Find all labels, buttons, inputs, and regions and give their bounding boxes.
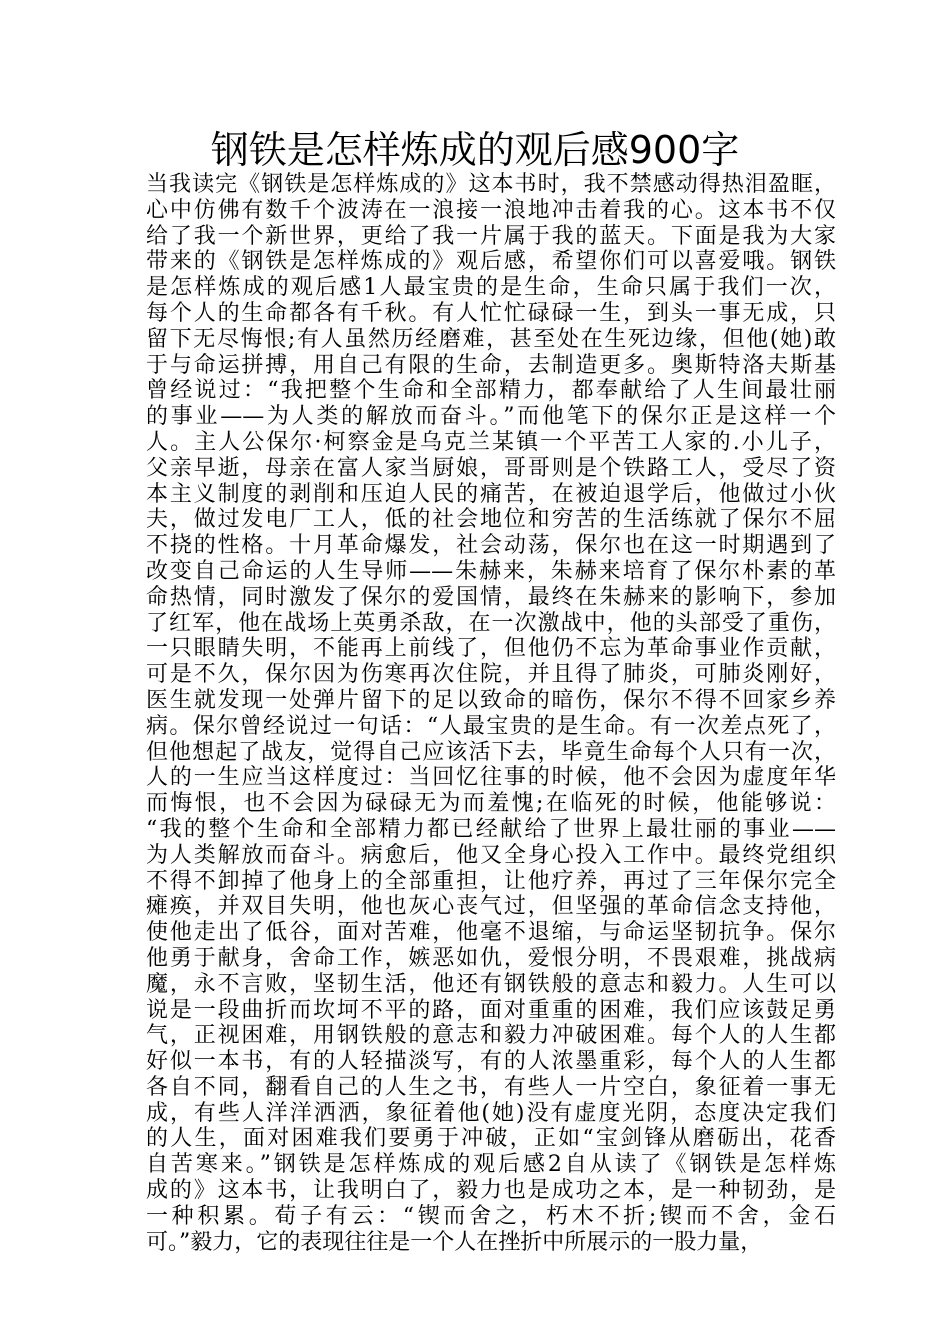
body-text-line: 自苦寒来。”钢铁是怎样炼成的观后感2自从读了《钢铁是怎样炼	[146, 1152, 836, 1178]
document-title: 钢铁是怎样炼成的观后感900字	[210, 128, 740, 172]
body-text-line: 于与命运拼搏，用自己有限的生命，去制造更多。奥斯特洛夫斯基	[146, 352, 836, 378]
body-text-line: 病。保尔曾经说过一句话：“人最宝贵的是生命。有一次差点死了，	[146, 713, 836, 739]
body-text-line: 说是一段曲折而坎坷不平的路，面对重重的困难，我们应该鼓足勇	[146, 997, 836, 1023]
body-text-line: 当我读完《钢铁是怎样炼成的》这本书时，我不禁感动得热泪盈眶，	[146, 172, 836, 197]
body-text-line: 而悔恨，也不会因为碌碌无为而羞愧;在临死的时候，他能够说：	[146, 791, 836, 817]
body-text-line: 的事业——为人类的解放而奋斗。”而他笔下的保尔正是这样一个	[146, 404, 836, 430]
body-text-line: 不挠的性格。十月革命爆发，社会动荡，保尔也在这一时期遇到了	[146, 533, 836, 559]
body-text-line: 他勇于献身，舍命工作，嫉恶如仇，爱恨分明，不畏艰难，挑战病	[146, 945, 836, 971]
body-text-line: 一种积累。荀子有云：“锲而舍之，朽木不折;锲而不舍，金石	[146, 1203, 836, 1229]
body-text-line: 改变自己命运的人生导师——朱赫来，朱赫来培育了保尔朴素的革	[146, 558, 836, 584]
body-text-line: 命热情，同时激发了保尔的爱国情，最终在朱赫来的影响下，参加	[146, 584, 836, 610]
body-text-line: 一只眼睛失明，不能再上前线了，但他仍不忘为革命事业作贡献，	[146, 636, 836, 662]
body-text-line: “我的整个生命和全部精力都已经献给了世界上最壮丽的事业——	[146, 816, 836, 842]
body-text-line: 魔，永不言败，坚韧生活，他还有钢铁般的意志和毅力。人生可以	[146, 971, 836, 997]
body-text-line: 曾经说过：“我把整个生命和全部精力，都奉献给了人生间最壮丽	[146, 378, 836, 404]
body-text-line: 成，有些人洋洋洒洒，象征着他(她)没有虚度光阴，态度决定我们	[146, 1100, 836, 1126]
body-text-line: 气，正视困难，用钢铁般的意志和毅力冲破困难。每个人的人生都	[146, 1023, 836, 1049]
body-text-line: 各自不同，翻看自己的人生之书，有些人一片空白，象征着一事无	[146, 1074, 836, 1100]
body-text-line: 本主义制度的剥削和压迫人民的痛苦，在被迫退学后，他做过小伙	[146, 481, 836, 507]
body-text-line: 是怎样炼成的观后感1人最宝贵的是生命，生命只属于我们一次，	[146, 275, 836, 301]
body-text-line: 带来的《钢铁是怎样炼成的》观后感，希望你们可以喜爱哦。钢铁	[146, 249, 836, 275]
body-text-line: 的人生，面对困难我们要勇于冲破，正如“宝剑锋从磨砺出，花香	[146, 1126, 836, 1152]
body-text-line: 人。主人公保尔·柯察金是乌克兰某镇一个平苦工人家的.小儿子，	[146, 429, 836, 455]
body-text-line: 了红军，他在战场上英勇杀敌，在一次激战中，他的头部受了重伤，	[146, 610, 836, 636]
body-text-line: 好似一本书，有的人轻描淡写，有的人浓墨重彩，每个人的人生都	[146, 1049, 836, 1075]
body-text-line: 心中仿佛有数千个波涛在一浪接一浪地冲击着我的心。这本书不仅	[146, 197, 836, 223]
body-text-line: 瘫痪，并双目失明，他也灰心丧气过，但坚强的革命信念支持他，	[146, 894, 836, 920]
body-text-line: 但他想起了战友，觉得自己应该活下去，毕竟生命每个人只有一次，	[146, 739, 836, 765]
body-text-line: 给了我一个新世界，更给了我一片属于我的蓝天。下面是我为大家	[146, 223, 836, 249]
body-text-line: 不得不卸掉了他身上的全部重担，让他疗养，再过了三年保尔完全	[146, 868, 836, 894]
body-text-line: 医生就发现一处弹片留下的足以致命的暗伤，保尔不得不回家乡养	[146, 687, 836, 713]
body-text-line: 夫，做过发电厂工人，低的社会地位和穷苦的生活练就了保尔不屈	[146, 507, 836, 533]
body-text-line: 父亲早逝，母亲在富人家当厨娘，哥哥则是个铁路工人，受尽了资	[146, 455, 836, 481]
document-body	[146, 172, 836, 1255]
body-text-line: 人的一生应当这样度过：当回忆往事的时候，他不会因为虚度年华	[146, 765, 836, 791]
body-text-line: 每个人的生命都各有千秋。有人忙忙碌碌一生，到头一事无成，只	[146, 300, 836, 326]
body-text-line: 留下无尽悔恨;有人虽然历经磨难，甚至处在生死边缘，但他(她)敢	[146, 326, 836, 352]
body-text-line: 可。”毅力，它的表现往往是一个人在挫折中所展示的一股力量，	[146, 1229, 763, 1255]
body-text-line: 为人类解放而奋斗。病愈后，他又全身心投入工作中。最终党组织	[146, 842, 836, 868]
body-text-line: 成的》这本书，让我明白了，毅力也是成功之本，是一种韧劲，是	[146, 1178, 836, 1204]
body-text-line: 可是不久，保尔因为伤寒再次住院，并且得了肺炎，可肺炎刚好，	[146, 662, 836, 688]
body-text-line: 使他走出了低谷，面对苦难，他毫不退缩，与命运坚韧抗争。保尔	[146, 920, 836, 946]
